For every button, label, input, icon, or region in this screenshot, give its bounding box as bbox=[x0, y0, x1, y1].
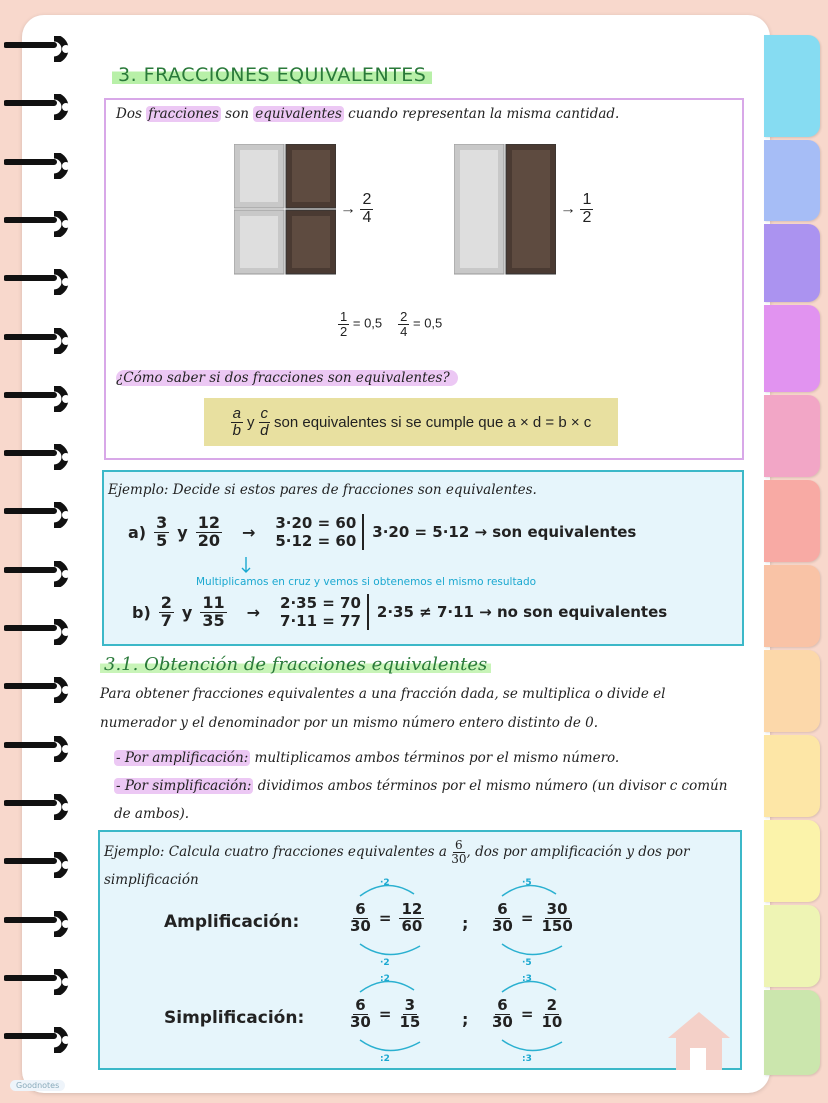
example-1-box bbox=[102, 470, 744, 646]
chocolate-bar-2-4 bbox=[234, 144, 336, 276]
binder-ring-icon bbox=[4, 386, 76, 412]
section-tab[interactable] bbox=[764, 565, 820, 647]
section-tab[interactable] bbox=[764, 35, 820, 137]
equivalence-equation: :2 $\frac{6}{30}$ = $\frac{3}{15}$ :2 bbox=[350, 974, 421, 1064]
simp-row bbox=[100, 974, 740, 1064]
bullet-list bbox=[114, 744, 734, 828]
section-tab[interactable] bbox=[764, 650, 820, 732]
binder-ring-icon bbox=[4, 502, 76, 528]
binder-ring-icon bbox=[4, 36, 76, 62]
binder-ring-icon bbox=[4, 852, 76, 878]
section-tab[interactable] bbox=[764, 735, 820, 817]
binder-ring-icon bbox=[4, 444, 76, 470]
binder-ring-icon bbox=[4, 794, 76, 820]
equivalence-equation: ·2 $\frac{6}{30}$ = $\frac{12}{60}$ ·2 bbox=[350, 878, 423, 968]
section-tab[interactable] bbox=[764, 224, 820, 302]
section-tab[interactable] bbox=[764, 905, 820, 987]
bullet-amplification: - Por amplificación: multiplicamos ambos términos por el mismo número. bbox=[116, 750, 620, 766]
example-2-prompt: Ejemplo: Calcula cuatro fracciones equivalentes a $\frac{6}{30}$ , dos por amplificación y dos por simplificación bbox=[104, 838, 690, 888]
cross-multiply-note: Multiplicamos en cruz y vemos si obtenemos el mismo resultado bbox=[196, 576, 537, 588]
binder-ring-icon bbox=[4, 1027, 76, 1053]
binder-ring-icon bbox=[4, 736, 76, 762]
down-arrow-icon bbox=[240, 556, 252, 574]
row-label: Simplificación: bbox=[164, 1008, 305, 1028]
binder-ring-icon bbox=[4, 969, 76, 995]
section-title: 3. FRACCIONES EQUIVALENTES bbox=[112, 64, 432, 86]
equivalence-equation: :3 $\frac{6}{30}$ = $\frac{2}{10}$ :3 bbox=[492, 974, 563, 1064]
goodnotes-watermark: Goodnotes bbox=[10, 1080, 65, 1091]
decimal-equalities: $\frac{1}{2}$ = 0,5 $\frac{2}{4}$ = 0,5 bbox=[340, 309, 443, 339]
equivalence-condition: $\frac{a}{b}$ y $\frac{c}{d}$ son equivalentes si se cumple que a × d = b × c bbox=[204, 398, 618, 446]
equivalence-equation: ·5 $\frac{6}{30}$ = $\frac{30}{150}$ ·5 bbox=[492, 878, 573, 968]
home-icon[interactable] bbox=[666, 1010, 732, 1070]
row-label: Amplificación: bbox=[164, 912, 300, 932]
binder-ring-icon bbox=[4, 94, 76, 120]
section-tab[interactable] bbox=[764, 395, 820, 477]
binder-ring-icon bbox=[4, 561, 76, 587]
binder-ring-icon bbox=[4, 153, 76, 179]
example-1b: b) $\frac{2}{7}$ y $\frac{11}{35}$ → 2·35 = 70 7·11 = 77 2·35 ≠ 7·11 → no son equivalentes bbox=[132, 592, 668, 630]
separator: ; bbox=[462, 1010, 469, 1029]
section-tab[interactable] bbox=[764, 820, 820, 902]
binder-ring-icon bbox=[4, 619, 76, 645]
binder-ring-icon bbox=[4, 269, 76, 295]
section-tab[interactable] bbox=[764, 140, 820, 221]
section-tab[interactable] bbox=[764, 990, 820, 1075]
example-2-box bbox=[98, 830, 742, 1070]
separator: ; bbox=[462, 914, 469, 933]
binder-ring-icon bbox=[4, 328, 76, 354]
fraction-label-1-2: → $\frac{1}{2}$ bbox=[560, 191, 592, 226]
bullet-simplification: - Por simplificación: dividimos ambos términos por el mismo número (un divisor c común de ambos). bbox=[114, 778, 728, 822]
example-1a: a) $\frac{3}{5}$ y $\frac{12}{20}$ → 3·20 = 60 5·12 = 60 3·20 = 5·12 → son equivalentes bbox=[128, 512, 637, 550]
section-tab[interactable] bbox=[764, 305, 820, 392]
fraction-label-2-4: → $\frac{2}{4}$ bbox=[340, 191, 372, 226]
subsection-title: 3.1. Obtención de fracciones equivalentes bbox=[100, 654, 491, 675]
section-tab[interactable] bbox=[764, 480, 820, 562]
binder-ring-icon bbox=[4, 911, 76, 937]
question-text: ¿Cómo saber si dos fracciones son equivalentes? bbox=[116, 370, 458, 386]
binder-ring-icon bbox=[4, 211, 76, 237]
example-1-prompt: Ejemplo: Decide si estos pares de fracciones son equivalentes. bbox=[108, 482, 537, 498]
chocolate-bar-1-2 bbox=[454, 144, 556, 276]
amp-row bbox=[100, 878, 740, 968]
paragraph: Para obtener fracciones equivalentes a una fracción dada, se multiplica o divide el numerador y el denominador por un mismo número entero distinto de 0. bbox=[100, 686, 666, 731]
binder-ring-icon bbox=[4, 677, 76, 703]
intro-text: Dos fracciones son equivalentes cuando representan la misma cantidad. bbox=[116, 106, 620, 122]
